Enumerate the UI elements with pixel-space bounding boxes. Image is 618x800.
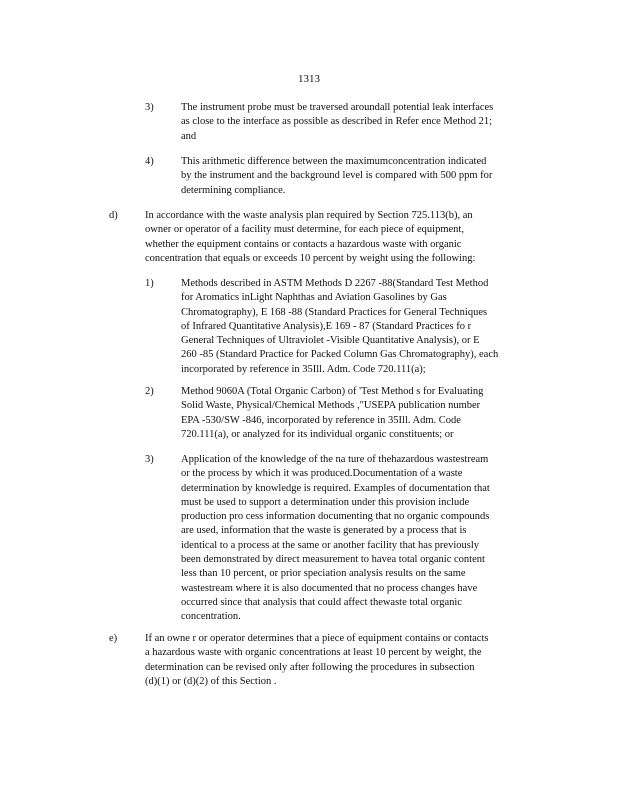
text-line: 720.111(a), or analyzed for its individual organic constituents; or bbox=[181, 428, 454, 440]
text-line: concentration that equals or exceeds 10 percent by weight using the following: bbox=[145, 252, 476, 264]
text-line: Application of the knowledge of the na ture of thehazardous wastestream bbox=[181, 454, 489, 465]
text-line: determination by knowledge is required. Examples of documentation that bbox=[181, 482, 490, 494]
text-line: wastestream where it is also documented that no process changes have bbox=[181, 582, 478, 594]
item-marker: d) bbox=[109, 210, 118, 221]
text-line: of Infrared Quantitative Analysis),E 169 - 87 (Standard Practices fo r bbox=[181, 320, 472, 332]
text-line: determining compliance. bbox=[181, 184, 286, 196]
text-line: for Aromatics inLight Naphthas and Aviation Gasolines by Gas bbox=[181, 292, 447, 304]
text-line: as close to the interface as possible as described in Refer ence Method 21; bbox=[181, 116, 493, 128]
item-text bbox=[181, 385, 541, 442]
text-line: or the process by which it was produced.Documentation of a waste bbox=[181, 468, 463, 480]
text-line: incorporated by reference in 35Ill. Adm. Code 720.111(a); bbox=[181, 363, 426, 375]
text-line: identical to a process at the same or another facility that has previously bbox=[181, 539, 479, 551]
text-line: Chromatography), E 168 -88 (Standard Practices for General Techniques bbox=[181, 306, 488, 318]
text-line: a hazardous waste with organic concentrations at least 10 percent by weight, the bbox=[145, 647, 482, 659]
text-line: must be used to support a determination under this provision include bbox=[181, 496, 470, 508]
text-line: whether the equipment contains or contacts a hazardous waste with organic bbox=[145, 238, 462, 250]
text-line: This arithmetic difference between the maximumconcentration indicated bbox=[181, 156, 487, 167]
text-line: If an owne r or operator determines that a piece of equipment contains or contacts bbox=[145, 633, 489, 644]
text-line: 260 -85 (Standard Practice for Packed Column Gas Chromatography), each bbox=[181, 349, 499, 361]
text-line: Solid Waste, Physical/Chemical Methods ,"USEPA publication number bbox=[181, 400, 481, 412]
item-marker: 1) bbox=[145, 278, 154, 289]
text-line: (d)(1) or (d)(2) of this Section . bbox=[145, 675, 277, 687]
item-text bbox=[181, 277, 541, 377]
text-line: owner or operator of a facility must determine, for each piece of equipment, bbox=[145, 224, 464, 236]
text-line: Methods described in ASTM Methods D 2267 -88(Standard Test Method bbox=[181, 278, 489, 289]
text-line: production pro cess information documenting that no organic compounds bbox=[181, 511, 490, 523]
text-line: General Techniques of Ultraviolet -Visible Quantitative Analysis), or E bbox=[181, 335, 480, 347]
text-line: In accordance with the waste analysis plan required by Section 725.113(b), an bbox=[145, 210, 473, 221]
item-marker: e) bbox=[109, 633, 118, 644]
page-number: 1313 bbox=[298, 73, 320, 85]
text-line: EPA -530/SW -846, incorporated by reference in 35Ill. Adm. Code bbox=[181, 414, 461, 426]
text-line: The instrument probe must be traversed aroundall potential leak interfaces bbox=[181, 102, 494, 113]
item-marker: 3) bbox=[145, 454, 154, 465]
item-text bbox=[145, 209, 541, 266]
item-marker: 3) bbox=[145, 102, 154, 113]
text-line: determination can be revised only after following the procedures in subsection bbox=[145, 661, 475, 673]
text-line: less than 10 percent, or prior speciation analysis results on the same bbox=[181, 568, 466, 580]
text-line: Method 9060A (Total Organic Carbon) of 'Test Method s for Evaluating bbox=[181, 386, 484, 397]
text-line: and bbox=[181, 130, 197, 142]
text-line: are used, information that the waste is generated by a process that is bbox=[181, 525, 467, 537]
text-line: concentration. bbox=[181, 611, 241, 623]
text-line: occurred since that analysis that could affect thewaste total organic bbox=[181, 596, 462, 608]
item-text bbox=[145, 632, 541, 689]
text-line: by the instrument and the background level is compared with 500 ppm for bbox=[181, 170, 493, 182]
item-text bbox=[181, 453, 541, 625]
item-marker: 2) bbox=[145, 386, 154, 397]
item-text bbox=[181, 155, 541, 198]
item-marker: 4) bbox=[145, 156, 154, 167]
item-text bbox=[181, 101, 541, 144]
text-line: been demonstrated by direct measurement to havea total organic content bbox=[181, 554, 485, 566]
